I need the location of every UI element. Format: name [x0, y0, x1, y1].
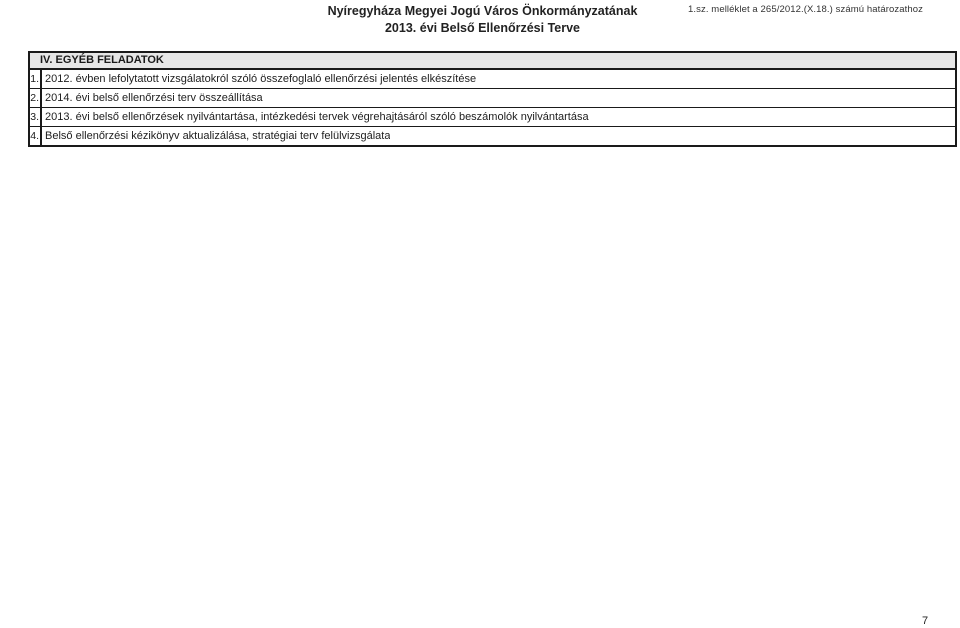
plan-title: 2013. évi Belső Ellenőrzési Terve	[384, 21, 580, 35]
task-description: 2014. évi belső ellenőrzési terv összeállítása	[45, 92, 263, 104]
table-row	[30, 70, 955, 89]
institution-title: Nyíregyháza Megyei Jogú Város Önkormányzatának	[327, 4, 638, 18]
table-row	[30, 89, 955, 108]
document-header	[300, 3, 665, 37]
table-row	[30, 127, 955, 145]
section-title: IV. EGYÉB FELADATOK	[40, 54, 164, 66]
task-description: Belső ellenőrzési kézikönyv aktualizálása, stratégiai terv felülvizsgálata	[45, 130, 391, 142]
task-number: 1.	[30, 73, 39, 85]
page-number: 7	[922, 615, 929, 627]
task-description: 2013. évi belső ellenőrzések nyilvántartása, intézkedési tervek végrehajtásáról szóló beszámolók nyilvántartása	[45, 111, 589, 123]
table-row	[30, 108, 955, 127]
task-description: 2012. évben lefolytatott vizsgálatokról szóló összefoglaló ellenőrzési jelentés elkészítése	[45, 73, 477, 85]
task-number: 3.	[30, 111, 39, 123]
task-number: 4.	[30, 130, 39, 142]
annex-note: 1.sz. melléklet a 265/2012.(X.18.) számú határozathoz	[688, 4, 924, 15]
other-tasks-table	[28, 51, 957, 147]
task-number: 2.	[30, 92, 39, 104]
section-header-row	[30, 53, 955, 70]
